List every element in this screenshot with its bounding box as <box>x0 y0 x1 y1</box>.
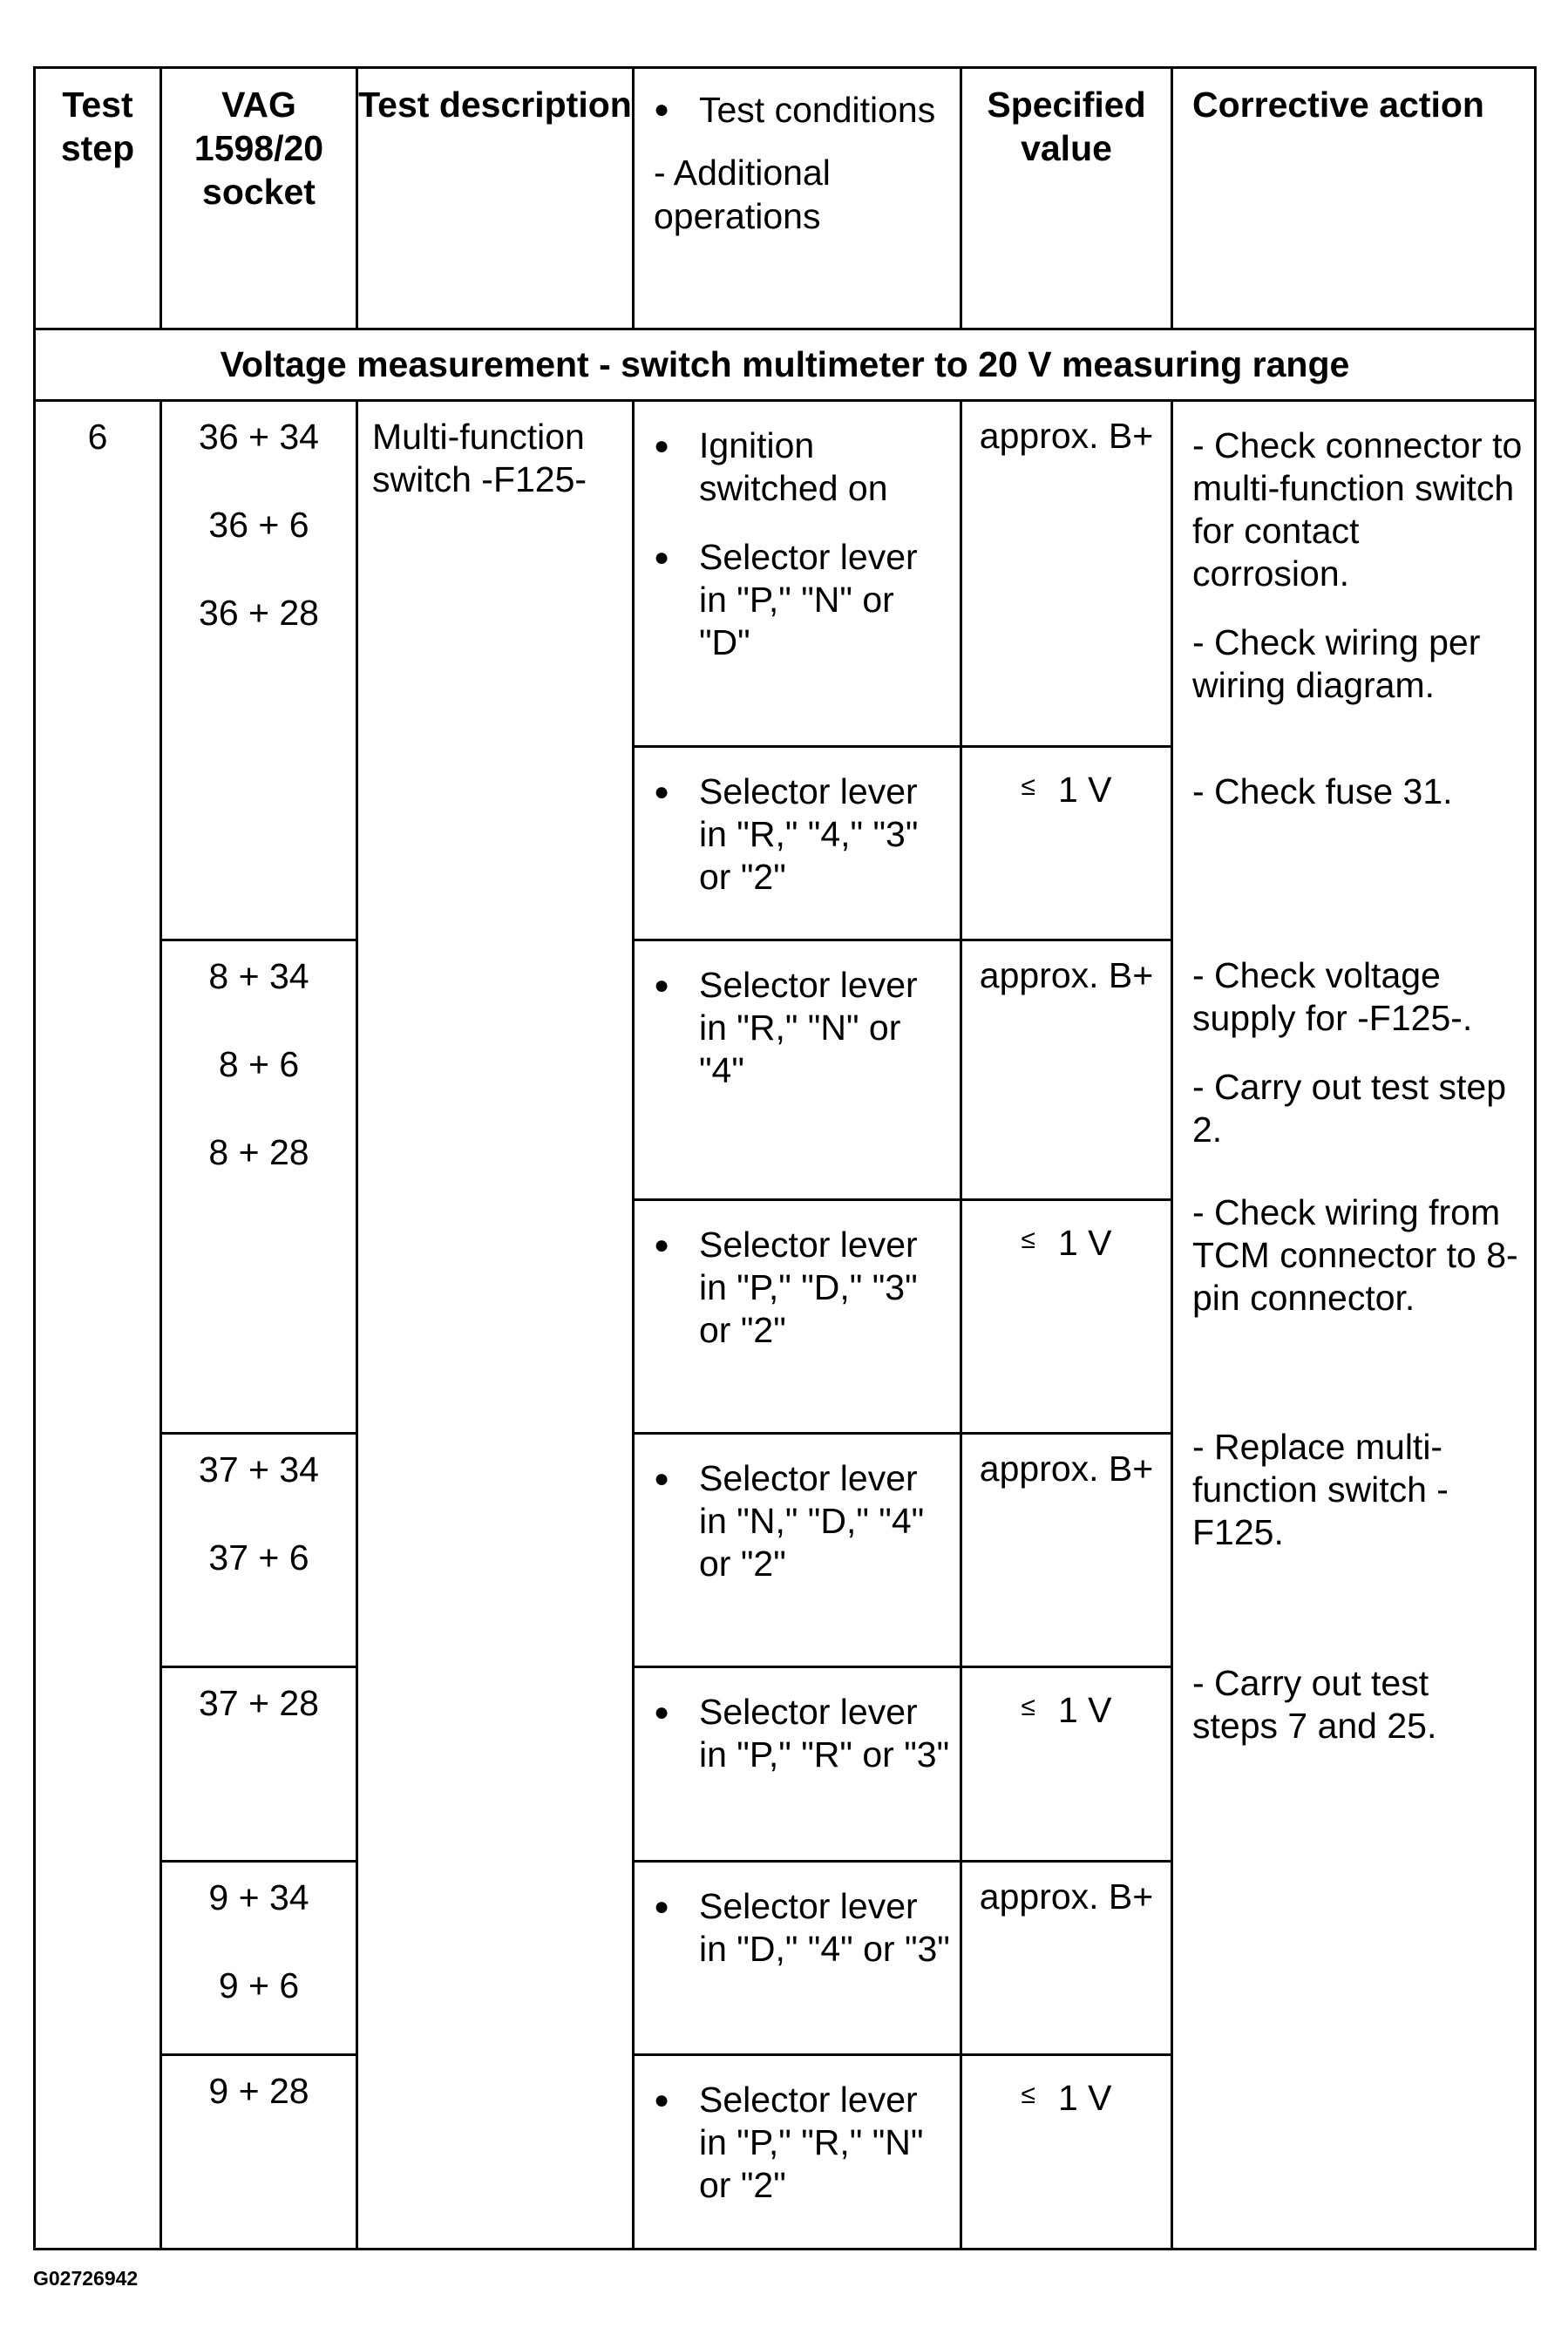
specified-value <box>961 1200 1172 1434</box>
socket-group-1 <box>161 401 357 940</box>
bullet-icon: ● <box>654 1231 670 1259</box>
corrective-action-cell <box>1172 401 1536 2250</box>
header-row <box>35 68 1536 329</box>
less-equal-icon: ≤ <box>1021 1225 1035 1254</box>
conditions-cell <box>634 940 961 1200</box>
conditions-cell <box>634 747 961 940</box>
socket-value: 9 + 6 <box>218 1965 300 2005</box>
socket-value: 37 + 6 <box>208 1537 309 1578</box>
condition-text: Selector lever in "P," "D," "3" or "2" <box>699 1225 918 1350</box>
action-block-4 <box>1192 1191 1524 1346</box>
conditions-cell <box>634 2055 961 2250</box>
action-text: - Check fuse 31. <box>1192 771 1453 811</box>
header-conditions-label: Test conditions <box>699 90 936 130</box>
header-specified-value: Specified value <box>961 68 1172 329</box>
socket-value: 36 + 6 <box>208 505 309 545</box>
specified-value: approx. B+ <box>961 1434 1172 1667</box>
bullet-icon: ● <box>654 1698 670 1727</box>
action-block-1 <box>1192 424 1524 733</box>
action-block-5 <box>1192 1426 1524 1580</box>
specified-value: approx. B+ <box>961 1862 1172 2055</box>
bullet-icon: ● <box>654 2086 670 2114</box>
conditions-cell <box>634 1862 961 2055</box>
action-block-2 <box>1192 770 1524 839</box>
specified-value <box>961 747 1172 940</box>
socket-value: 36 + 28 <box>199 593 319 633</box>
specified-value <box>961 2055 1172 2250</box>
bullet-icon: ● <box>654 543 670 572</box>
spec-text: 1 V <box>1057 2078 1112 2118</box>
bullet-icon: ● <box>654 777 670 806</box>
condition-text: Selector lever in "R," "4," "3" or "2" <box>699 771 919 897</box>
action-block-3 <box>1192 954 1524 1177</box>
specified-value: approx. B+ <box>961 940 1172 1200</box>
specified-value: approx. B+ <box>961 401 1172 747</box>
socket-value: 8 + 6 <box>218 1044 300 1084</box>
test-procedure-table <box>33 66 1537 2250</box>
action-text: - Carry out test step 2. <box>1192 1067 1507 1150</box>
test-step-number: 6 <box>35 401 161 2250</box>
socket-group-3a <box>161 1434 357 1667</box>
condition-text: Selector lever in "D," "4" or "3" <box>699 1886 950 1969</box>
condition-text: Selector lever in "P," "R," "N" or "2" <box>699 2080 924 2205</box>
socket-value: 8 + 28 <box>208 1132 309 1172</box>
less-equal-icon: ≤ <box>1021 2080 1035 2109</box>
less-equal-icon: ≤ <box>1021 772 1035 801</box>
bullet-icon: ● <box>654 95 670 124</box>
condition-text: Selector lever in "N," "D," "4" or "2" <box>699 1458 925 1584</box>
action-block-6 <box>1192 1662 1524 1774</box>
socket-value: 8 + 34 <box>208 956 309 996</box>
socket-value: 9 + 28 <box>208 2071 309 2111</box>
socket-value: 36 + 34 <box>199 417 319 457</box>
socket-value: 37 + 34 <box>199 1449 319 1490</box>
specified-value <box>961 1667 1172 1862</box>
less-equal-icon: ≤ <box>1021 1693 1035 1721</box>
header-additional-operations: - Additional operations <box>654 153 831 236</box>
conditions-cell <box>634 1200 961 1434</box>
test-description: Multi-function switch -F125- <box>357 401 634 2250</box>
bullet-icon: ● <box>654 1464 670 1493</box>
socket-group-2 <box>161 940 357 1434</box>
header-conditions <box>634 68 961 329</box>
figure-id: G02726942 <box>33 2267 139 2290</box>
header-socket: VAG 1598/20 socket <box>161 68 357 329</box>
conditions-cell <box>634 401 961 747</box>
section-row <box>35 329 1536 401</box>
bullet-icon: ● <box>654 971 670 1000</box>
action-text: - Check wiring per wiring diagram. <box>1192 622 1481 705</box>
action-text: - Check voltage supply for -F125-. <box>1192 955 1473 1038</box>
header-test-description: Test description <box>357 68 634 329</box>
action-text: - Check connector to multi-function switch for contact corrosion. <box>1192 425 1523 594</box>
condition-text: Selector lever in "R," "N" or "4" <box>699 965 918 1090</box>
action-text: - Replace multi-function switch - F125. <box>1192 1427 1449 1552</box>
header-corrective-action: Corrective action <box>1172 68 1536 329</box>
condition-text: Selector lever in "P," "N" or "D" <box>699 537 918 662</box>
condition-text: Ignition switched on <box>699 425 888 508</box>
bullet-icon: ● <box>654 1892 670 1921</box>
section-title: Voltage measurement - switch multimeter to 20 V measuring range <box>35 329 1536 401</box>
socket-value: 37 + 28 <box>199 1683 319 1723</box>
socket-value: 9 + 34 <box>208 1877 309 1917</box>
socket-group-4a <box>161 1862 357 2055</box>
condition-text: Selector lever in "P," "R" or "3" <box>699 1692 950 1775</box>
spec-text: 1 V <box>1057 1223 1112 1263</box>
action-text: - Carry out test steps 7 and 25. <box>1192 1663 1437 1746</box>
spec-text: 1 V <box>1057 1690 1112 1730</box>
socket-group-4b <box>161 2055 357 2250</box>
action-text: - Check wiring from TCM connector to 8-pin connector. <box>1192 1192 1518 1318</box>
conditions-cell <box>634 1667 961 1862</box>
bullet-icon: ● <box>654 431 670 460</box>
spec-text: 1 V <box>1057 770 1112 810</box>
conditions-cell <box>634 1434 961 1667</box>
header-test-step: Test step <box>35 68 161 329</box>
socket-group-3b <box>161 1667 357 1862</box>
